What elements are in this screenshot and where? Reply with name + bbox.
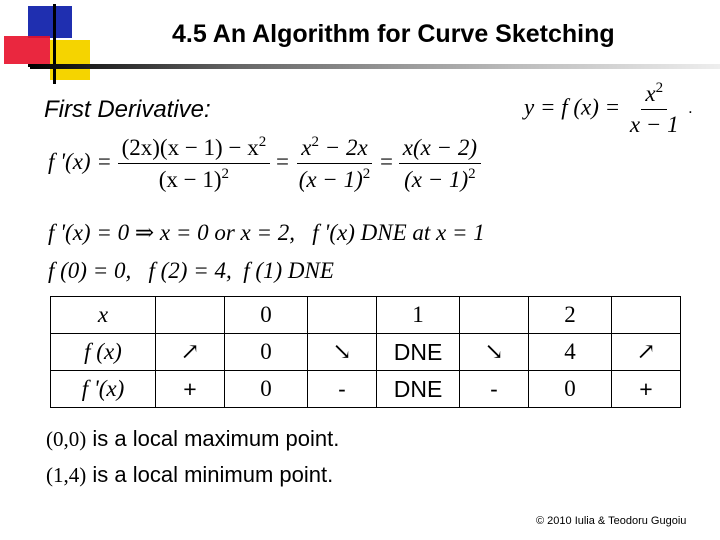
function-numerator-exponent: 2 <box>655 80 664 96</box>
derivative-fraction-2-denominator-exponent: 2 <box>362 166 371 182</box>
title-divider <box>30 64 720 69</box>
table-cell: 0 <box>225 371 308 408</box>
table-cell: 2 <box>529 297 612 334</box>
slide-title: 4.5 An Algorithm for Curve Sketching <box>172 20 615 48</box>
function-trailing-dot: . <box>688 100 693 117</box>
derivative-fraction-2-numerator-exponent: 2 <box>311 134 319 150</box>
table-cell: 0 <box>529 371 612 408</box>
derivative-fraction-3-denominator: (x − 1) <box>404 166 469 192</box>
table-cell <box>612 297 681 334</box>
derivative-fraction-3 <box>399 135 481 193</box>
derivative-fraction-1-numerator-exponent: 2 <box>258 134 267 150</box>
derivative-lhs: f '(x) = <box>48 148 112 174</box>
min-point: (1,4) <box>46 463 87 487</box>
function-lhs: y = f (x) = <box>524 94 621 120</box>
table-row-fprime-row <box>51 371 681 408</box>
table-cell: 0 <box>225 297 308 334</box>
table-cell <box>156 297 225 334</box>
table-cell: + <box>612 371 681 408</box>
table-cell: - <box>460 371 529 408</box>
conclusion-min <box>46 462 333 488</box>
table-cell: ↗ <box>156 334 225 371</box>
logo-yellow-square <box>50 40 90 80</box>
function-denominator: x − 1 <box>629 112 679 137</box>
table-cell: ↗ <box>612 334 681 371</box>
derivative-fraction-3-numerator: x(x − 2) <box>399 135 481 164</box>
table-cell: - <box>308 371 377 408</box>
table-cell <box>460 297 529 334</box>
sign-table <box>50 296 681 408</box>
function-fraction <box>626 80 683 138</box>
table-row-f-row <box>51 334 681 371</box>
derivative-fraction-2-numerator-b: − 2x <box>318 135 368 160</box>
table-row-x-row <box>51 297 681 334</box>
table-cell: x <box>51 297 156 334</box>
table-cell: DNE <box>377 334 460 371</box>
derivative-fraction-2-denominator: (x − 1) <box>298 167 363 192</box>
copyright-footer: © 2010 Iulia & Teodoru Gugoiu <box>536 515 687 527</box>
logo-red-square <box>4 36 50 64</box>
max-point: (0,0) <box>46 427 87 451</box>
equals-sign-2: = <box>275 148 289 174</box>
derivative-fraction-1-denominator: (x − 1) <box>158 167 222 192</box>
function-values-line: f (0) = 0, f (2) = 4, f (1) DNE <box>48 258 334 283</box>
table-cell: DNE <box>377 371 460 408</box>
logo-blue-square <box>28 6 72 38</box>
max-text: is a local maximum point. <box>86 426 340 451</box>
derivative-fraction-3-denominator-exponent: 2 <box>468 165 476 182</box>
min-text: is a local minimum point. <box>86 462 334 487</box>
derivative-fraction-1-numerator: (2x)(x − 1) − x <box>121 135 259 160</box>
function-numerator: x <box>645 81 656 106</box>
table-cell: 0 <box>225 334 308 371</box>
derivative-fraction-1-denominator-exponent: 2 <box>221 166 230 182</box>
function-definition <box>524 80 692 138</box>
logo-vertical-line <box>53 4 56 84</box>
table-cell <box>308 297 377 334</box>
conclusion-max <box>46 426 339 452</box>
derivative-equation <box>48 134 481 193</box>
table-cell: 4 <box>529 334 612 371</box>
table-cell: f '(x) <box>51 371 156 408</box>
derivative-fraction-2 <box>295 134 375 193</box>
section-heading: First Derivative: <box>44 96 211 123</box>
table-cell: 1 <box>377 297 460 334</box>
critical-points-line: f '(x) = 0 ⇒ x = 0 or x = 2, f '(x) DNE at x = 1 <box>48 220 485 245</box>
derivative-fraction-2-numerator-a: x <box>301 135 312 160</box>
derivative-fraction-1 <box>118 134 271 193</box>
slide-logo <box>0 0 100 90</box>
table-cell: ↘ <box>460 334 529 371</box>
equals-sign-3: = <box>380 148 393 174</box>
table-cell: ↘ <box>308 334 377 371</box>
table-cell: + <box>156 371 225 408</box>
table-cell: f (x) <box>51 334 156 371</box>
